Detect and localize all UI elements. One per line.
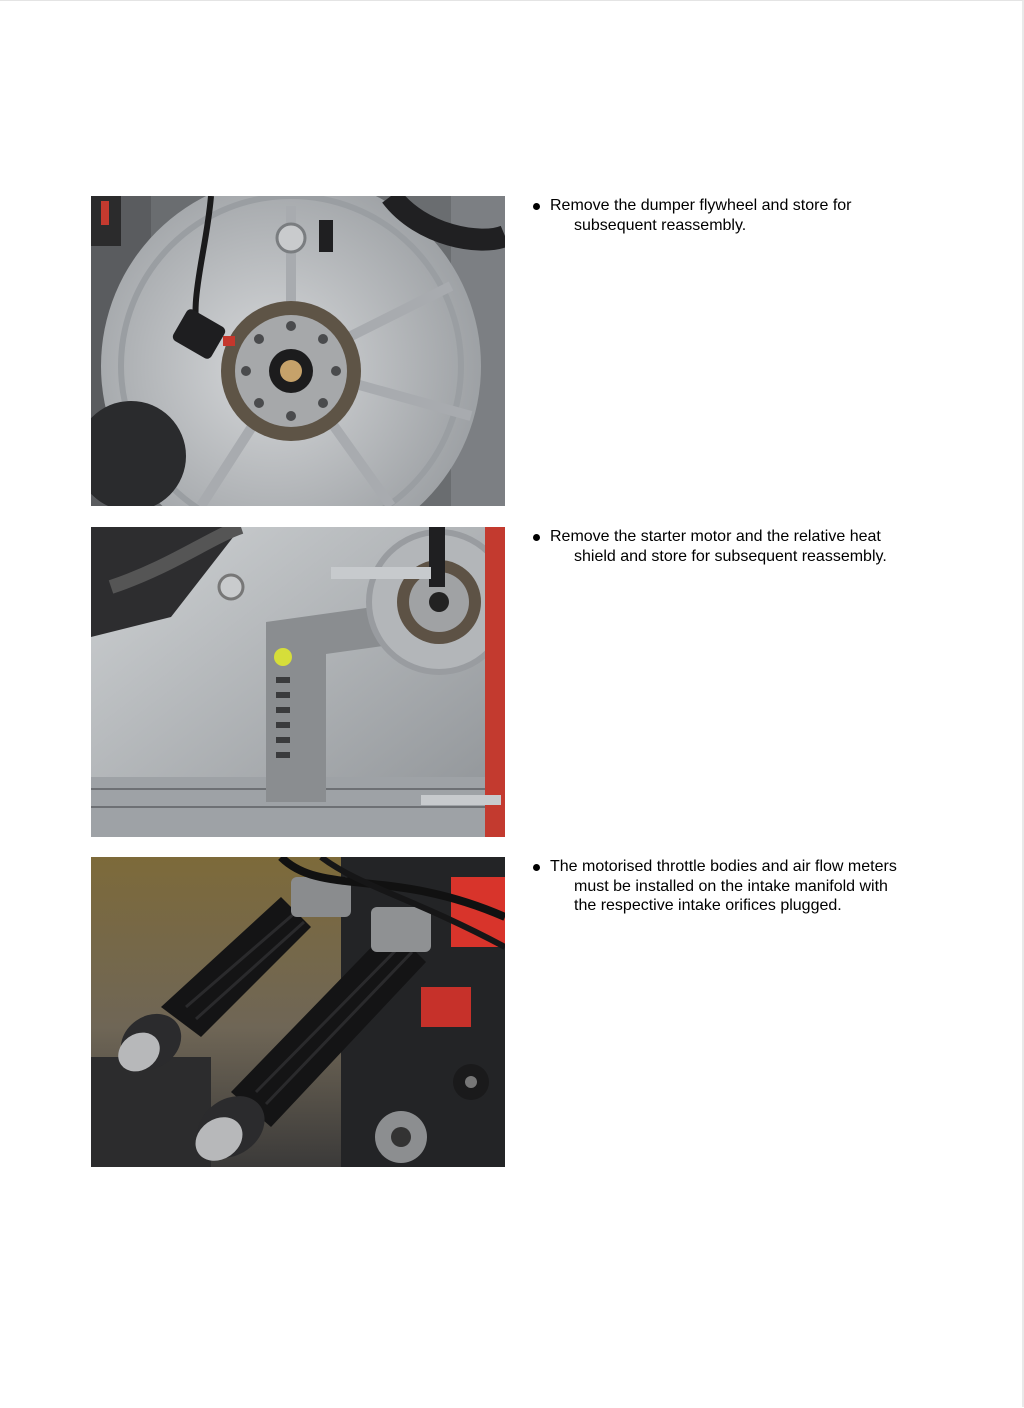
step-1-instruction: Remove the dumper flywheel and store for subsequent reassembly.	[533, 196, 929, 235]
step-2	[91, 527, 931, 837]
starter-area-photo	[91, 527, 505, 837]
bullet-icon	[533, 203, 540, 210]
bullet-icon	[533, 864, 540, 871]
step-3-instruction: The motorised throttle bodies and air flow meters must be installed on the intake manifold with the respective intake orifices plugged.	[533, 857, 929, 916]
step-1	[91, 196, 931, 506]
step-3	[91, 857, 931, 1167]
flywheel-housing-photo	[91, 196, 505, 506]
step-2-instruction: Remove the starter motor and the relative heat shield and store for subsequent reassembly.	[533, 527, 929, 566]
bullet-icon	[533, 534, 540, 541]
throttle-bodies-photo	[91, 857, 505, 1167]
